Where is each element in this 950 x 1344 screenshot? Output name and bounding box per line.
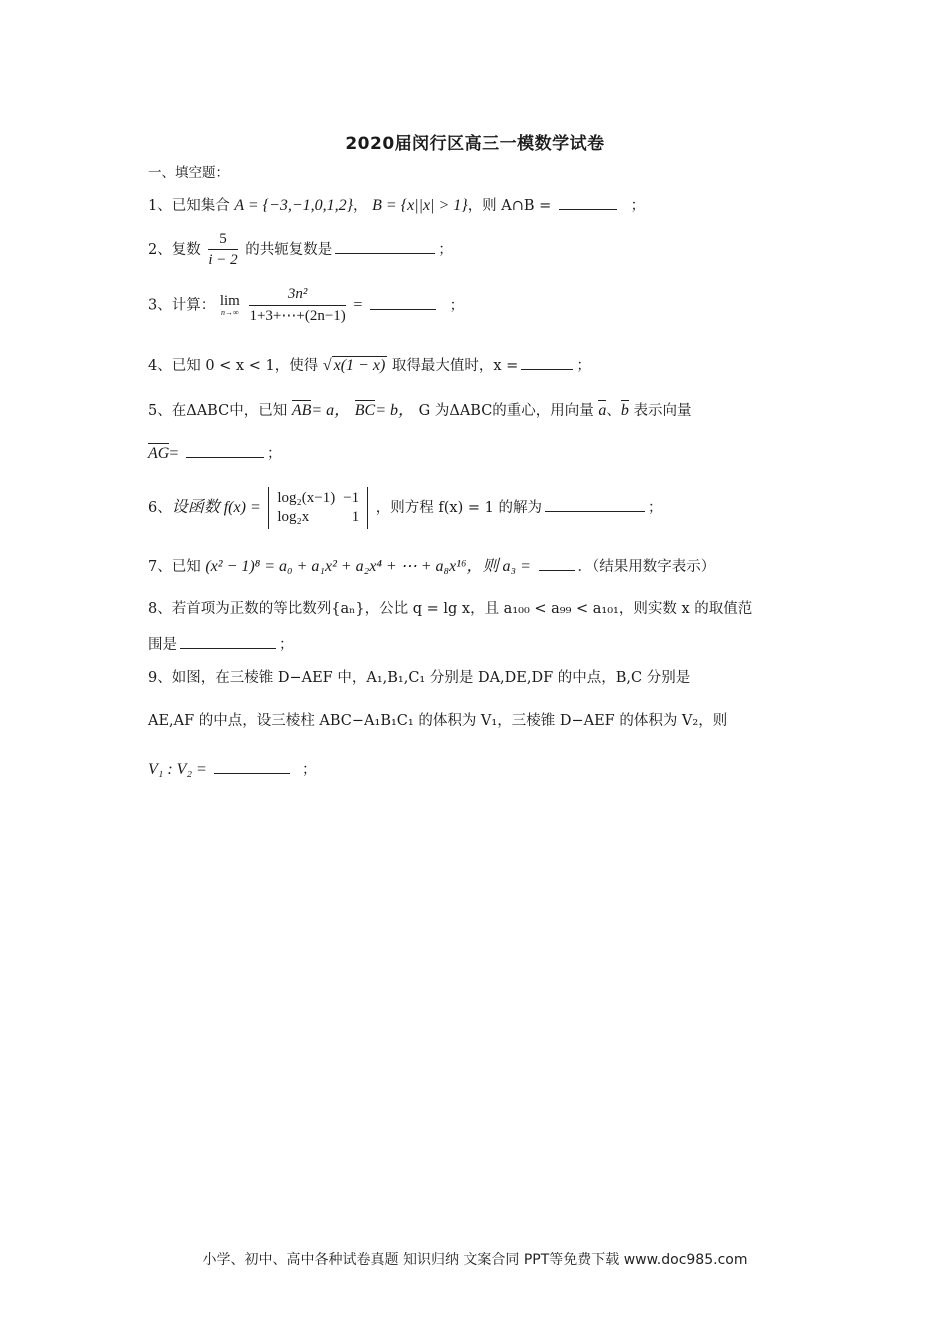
q5-end: ； [266, 446, 282, 462]
q4-end: ； [576, 358, 591, 374]
section-heading: 一、填空题： [148, 165, 229, 181]
q5-vector-b: b [620, 402, 629, 419]
q5-vector-ab: AB [291, 402, 312, 419]
q1-end: ； [630, 198, 646, 214]
question-9-line2 [148, 714, 727, 729]
q6-determinant [268, 487, 368, 529]
q8-text: 若首项为正数的等比数列{aₙ}，公比 q = lg x，且 a₁₀₀ < a₉₉ < a₁₀₁，则实数 x 的取值范 [171, 601, 753, 617]
q6-end: ； [647, 500, 663, 516]
q6-m11: log₂(x−1) [277, 490, 336, 506]
q9-line2: AE,AF 的中点，设三棱柱 ABC−A₁B₁C₁ 的体积为 V₁，三棱锥 D−AEF 的体积为 V₂，则 [148, 713, 728, 729]
q6-answer-blank [545, 510, 645, 512]
q1-text: 已知集合 [171, 198, 230, 214]
q9-answer-blank [214, 772, 290, 774]
q2-ask: 的共轭复数是 [245, 242, 333, 258]
q1-set-a: A = {−3,−1,0,1,2} [234, 197, 354, 214]
q2-end: ； [438, 242, 453, 258]
q3-end: ； [449, 297, 465, 314]
q9-number: 9、 [148, 670, 172, 686]
q4-text: 已知 0 < x < 1，使得 [171, 358, 319, 374]
q4-ask: 取得最大值时，x = [391, 358, 519, 374]
question-9 [148, 671, 690, 686]
q2-text: 复数 [171, 242, 201, 258]
q2-number: 2、 [148, 242, 172, 258]
q6-m12: −1 [343, 490, 360, 506]
question-9-line3 [148, 762, 317, 778]
q5-eq-a: = a， [311, 402, 351, 419]
q5-centroid-text: G 为ΔABC的重心，用向量 [418, 403, 594, 419]
question-5-line2 [148, 446, 281, 462]
q3-answer-blank [370, 308, 436, 310]
exam-title: 2020届闵行区高三一模数学试卷 [345, 134, 605, 154]
q5-vector-a: a [598, 402, 607, 419]
q3-text: 计算： [171, 297, 216, 314]
question-3 [148, 287, 464, 324]
q3-lim-subscript: n→∞ [221, 308, 239, 317]
question-6 [148, 487, 662, 529]
q3-number: 3、 [148, 297, 172, 314]
q2-fraction [208, 232, 237, 268]
q1-ask: ，则 A∩B = [467, 198, 552, 214]
q5-eq-b: = b， [375, 402, 415, 419]
q3-ask: = [353, 296, 363, 314]
question-8 [148, 602, 752, 617]
q9-end: ； [302, 762, 317, 778]
q2-fraction-numerator: 5 [208, 232, 237, 250]
question-8-line2 [148, 638, 294, 653]
q5-separator: 、 [606, 403, 621, 419]
question-7 [148, 559, 715, 575]
q1-answer-blank [559, 208, 617, 210]
q5-vector-ag: AG [148, 445, 170, 462]
question-5 [148, 403, 692, 419]
q3-limit [220, 294, 240, 317]
q6-number: 6、 [148, 500, 172, 516]
q5-text: 在ΔABC中，已知 [171, 403, 288, 419]
q6-m21: log₂x [277, 509, 310, 525]
q7-expansion: (x² − 1)⁸ = a₀ + a₁x² + a₂x⁴ + ⋯ + a₈x¹⁶ [205, 558, 467, 575]
q8-number: 8、 [148, 601, 172, 617]
question-4: 4、已知 0 < x < 1，使得 √ x(1 − x) 取得最大值时，x = ； [148, 357, 591, 374]
q4-answer-blank [521, 368, 573, 370]
q7-text: 已知 [171, 559, 201, 575]
q3-lim-label: lim [219, 293, 240, 309]
q1-number: 1、 [148, 198, 172, 214]
q9-text: 如图，在三棱锥 D−AEF 中，A₁,B₁,C₁ 分别是 DA,DE,DF 的中点，B,C 分别是 [171, 670, 691, 686]
q7-answer-blank [539, 569, 575, 571]
q3-fraction [249, 287, 345, 324]
footer-text: 小学、初中、高中各种试卷真题 知识归纳 文案合同 PPT等免费下载 www.doc985.com [202, 1252, 748, 1268]
q9-line3: V₁ : V₂ = [148, 761, 207, 778]
q3-fraction-denominator: 1+3+⋯+(2n−1) [249, 308, 346, 324]
q7-number: 7、 [148, 559, 172, 575]
question-1: 1、已知集合 A = {−3,−1,0,1,2}， B = {x||x| > 1}，则 A∩B = ； [148, 197, 646, 214]
q5-ag-eq: = [169, 445, 179, 462]
q5-vector-bc: BC [354, 402, 376, 419]
q8-line2: 围是 [148, 637, 177, 653]
q4-number: 4、 [148, 358, 172, 374]
q1-set-b: B = {x||x| > 1} [372, 197, 468, 214]
q6-m22: 1 [351, 509, 360, 525]
q6-text: 设函数 f(x) = [171, 499, 261, 516]
q8-end: ； [279, 637, 294, 653]
q6-ask: ，则方程 f(x) = 1 的解为 [375, 500, 542, 516]
q4-sqrt-expression: x(1 − x) [333, 357, 386, 374]
q5-tail: 表示向量 [633, 403, 692, 419]
q8-answer-blank [180, 647, 276, 649]
question-2 [148, 232, 453, 268]
q3-fraction-numerator: 3n² [249, 287, 345, 306]
q2-answer-blank [335, 252, 435, 254]
q5-number: 5、 [148, 403, 172, 419]
q7-ask: ，则 a₃ = [466, 558, 531, 575]
q5-answer-blank [186, 456, 264, 458]
q7-end: ．（结果用数字表示） [577, 559, 716, 575]
q2-fraction-denominator: i − 2 [208, 252, 238, 268]
